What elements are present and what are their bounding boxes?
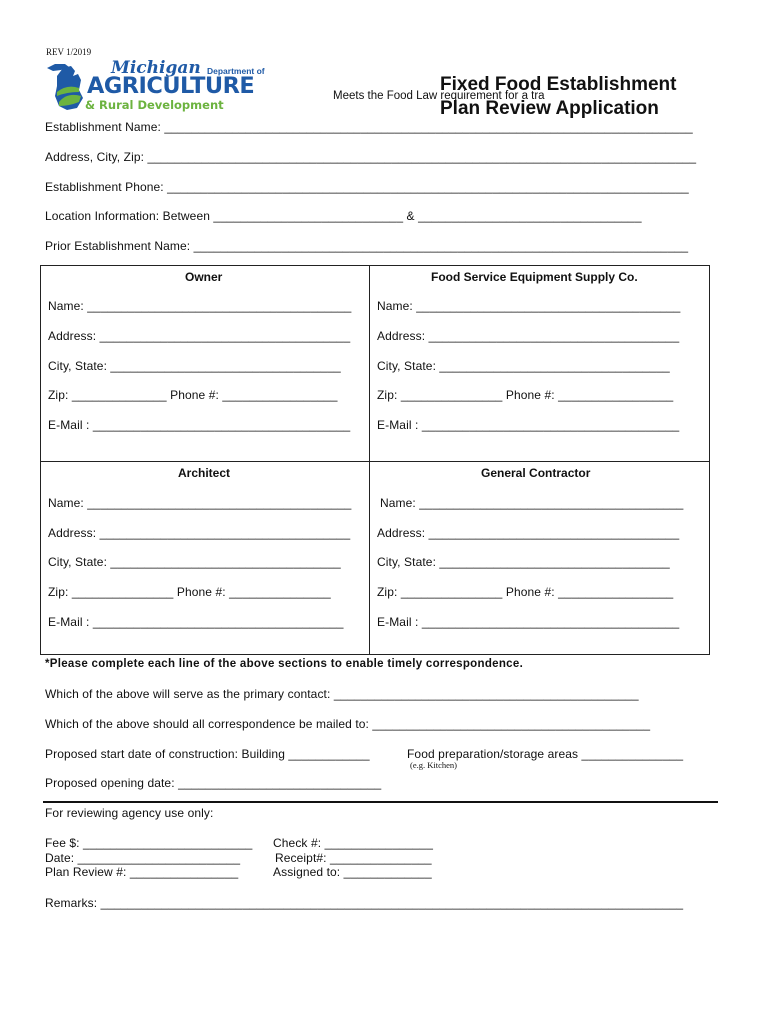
form-title-line1: Fixed Food Establishment xyxy=(440,74,677,95)
address-field[interactable]: Address, City, Zip: _________________________________________________________________________________ xyxy=(45,150,697,164)
architect-address-field[interactable]: Address: _____________________________________ xyxy=(48,526,351,540)
establishment-phone-field[interactable]: Establishment Phone: _____________________________________________________________________________ xyxy=(45,180,689,194)
mail-to-field[interactable]: Which of the above should all correspondence be mailed to: _________________________________________ xyxy=(45,717,651,731)
check-field[interactable]: Check #: ________________ xyxy=(273,836,433,850)
contractor-zip-phone-field[interactable]: Zip: _______________ Phone #: _________________ xyxy=(377,585,674,599)
remarks-field[interactable]: Remarks: ______________________________________________________________________________________ xyxy=(45,896,684,910)
start-building-field[interactable]: Proposed start date of construction: Building ____________ xyxy=(45,747,370,761)
supply-city-field[interactable]: City, State: __________________________________ xyxy=(377,359,670,373)
opening-date-field[interactable]: Proposed opening date: ______________________________ xyxy=(45,776,382,790)
logo-department-text: Department of xyxy=(207,66,265,76)
agency-heading: For reviewing agency use only: xyxy=(45,806,214,820)
establishment-name-field[interactable]: Establishment Name: ______________________________________________________________________________ xyxy=(45,120,693,134)
architect-heading: Architect xyxy=(178,466,231,480)
assigned-field[interactable]: Assigned to: _____________ xyxy=(273,865,432,879)
food-prep-field[interactable]: Food preparation/storage areas _______________ xyxy=(407,747,684,761)
owner-heading: Owner xyxy=(185,270,223,284)
logo-michigan-text: Michigan xyxy=(111,58,201,78)
contractor-heading: General Contractor xyxy=(481,466,591,480)
architect-zip-phone-field[interactable]: Zip: _______________ Phone #: _______________ xyxy=(48,585,331,599)
contractor-city-field[interactable]: City, State: __________________________________ xyxy=(377,555,670,569)
contractor-address-field[interactable]: Address: _____________________________________ xyxy=(377,526,680,540)
architect-email-field[interactable]: E-Mail : _____________________________________ xyxy=(48,615,344,629)
meets-requirement-text: Meets the Food Law requirement for a tra xyxy=(333,90,545,102)
contractor-email-field[interactable]: E-Mail : ______________________________________ xyxy=(377,615,680,629)
form-title-line2: Plan Review Application xyxy=(440,98,659,119)
owner-zip-phone-field[interactable]: Zip: ______________ Phone #: _________________ xyxy=(48,388,338,402)
primary-contact-field[interactable]: Which of the above will serve as the primary contact: _____________________________________________ xyxy=(45,687,639,701)
date-field[interactable]: Date: ________________________ xyxy=(45,851,241,865)
food-prep-hint: (e.g. Kitchen) xyxy=(410,760,457,770)
receipt-field[interactable]: Receipt#: _______________ xyxy=(275,851,432,865)
architect-name-field[interactable]: Name: _______________________________________ xyxy=(48,496,352,510)
mdard-logo xyxy=(45,58,275,114)
contractor-name-field[interactable]: Name: _______________________________________ xyxy=(380,496,684,510)
owner-city-field[interactable]: City, State: __________________________________ xyxy=(48,359,341,373)
supply-name-field[interactable]: Name: _______________________________________ xyxy=(377,299,681,313)
logo-rural-text: & Rural Development xyxy=(85,98,224,112)
supply-zip-phone-field[interactable]: Zip: _______________ Phone #: _________________ xyxy=(377,388,674,402)
plan-review-field[interactable]: Plan Review #: ________________ xyxy=(45,865,239,879)
table-divider-horizontal xyxy=(40,461,710,462)
supply-email-field[interactable]: E-Mail : ______________________________________ xyxy=(377,418,680,432)
revision-label: REV 1/2019 xyxy=(46,47,92,57)
supply-address-field[interactable]: Address: _____________________________________ xyxy=(377,329,680,343)
owner-address-field[interactable]: Address: _____________________________________ xyxy=(48,329,351,343)
owner-email-field[interactable]: E-Mail : ______________________________________ xyxy=(48,418,351,432)
logo-agriculture-text: AGRICULTURE xyxy=(87,74,255,99)
completion-note: *Please complete each line of the above sections to enable timely correspondence. xyxy=(45,658,524,670)
supply-heading: Food Service Equipment Supply Co. xyxy=(431,270,638,284)
owner-name-field[interactable]: Name: _______________________________________ xyxy=(48,299,352,313)
prior-name-field[interactable]: Prior Establishment Name: _________________________________________________________________________ xyxy=(45,239,689,253)
fee-field[interactable]: Fee $: _________________________ xyxy=(45,836,253,850)
architect-city-field[interactable]: City, State: __________________________________ xyxy=(48,555,341,569)
location-field[interactable]: Location Information: Between ____________________________ & _________________________________ xyxy=(45,209,642,223)
table-divider-vertical xyxy=(369,265,370,655)
agency-separator xyxy=(43,801,718,803)
